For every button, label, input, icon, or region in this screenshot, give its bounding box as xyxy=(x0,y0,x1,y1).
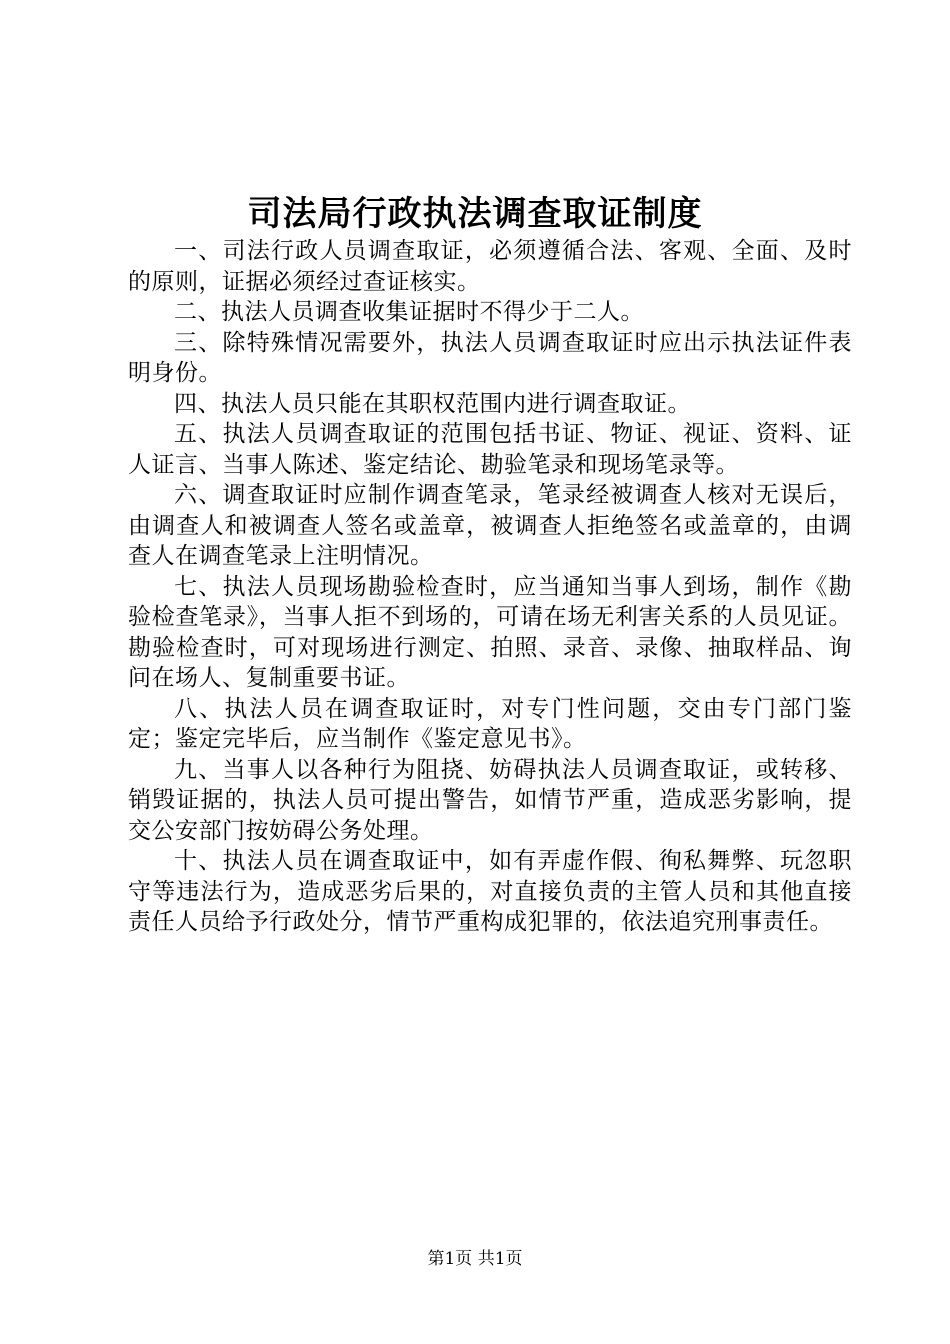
document-title: 司法局行政执法调查取证制度 xyxy=(247,194,703,234)
article-6: 六、调查取证时应制作调查笔录，笔录经被调查人核对无误后，由调查人和被调查人签名或盖章，被调查人拒绝签名或盖章的，由调查人在调查笔录上注明情况。 xyxy=(128,482,852,569)
article-5: 五、执法人员调查取证的范围包括书证、物证、视证、资料、证人证言、当事人陈述、鉴定结论、勘验笔录和现场笔录等。 xyxy=(128,421,852,478)
article-2: 二、执法人员调查收集证据时不得少于二人。 xyxy=(174,299,644,325)
article-7: 七、执法人员现场勘验检查时，应当通知当事人到场，制作《勘验检查笔录》，当事人拒不到场的，可请在场无利害关系的人员见证。勘验检查时，可对现场进行测定、拍照、录音、录像、抽取样品、询问在场人、复制重要书证。 xyxy=(128,573,852,691)
article-1: 一、司法行政人员调查取证，必须遵循合法、客观、全面、及时的原则，证据必须经过查证核实。 xyxy=(128,238,852,295)
article-8: 八、执法人员在调查取证时，对专门性问题，交由专门部门鉴定；鉴定完毕后，应当制作《鉴定意见书》。 xyxy=(128,695,852,752)
document-body xyxy=(128,236,852,938)
article-4: 四、执法人员只能在其职权范围内进行调查取证。 xyxy=(174,390,691,417)
article-9: 九、当事人以各种行为阻挠、妨碍执法人员调查取证，或转移、销毁证据的，执法人员可提出警告，如情节严重，造成恶劣影响，提交公安部门按妨碍公务处理。 xyxy=(128,756,852,844)
article-3: 三、除特殊情况需要外，执法人员调查取证时应出示执法证件表明身份。 xyxy=(128,329,852,386)
page-footer: 第1页 共1页 xyxy=(427,1249,523,1269)
article-10: 十、执法人员在调查取证中，如有弄虚作假、徇私舞弊、玩忽职守等违法行为，造成恶劣后果的，对直接负责的主管人员和其他直接责任人员给予行政处分，情节严重构成犯罪的，依法追究刑事责任。 xyxy=(128,848,852,935)
